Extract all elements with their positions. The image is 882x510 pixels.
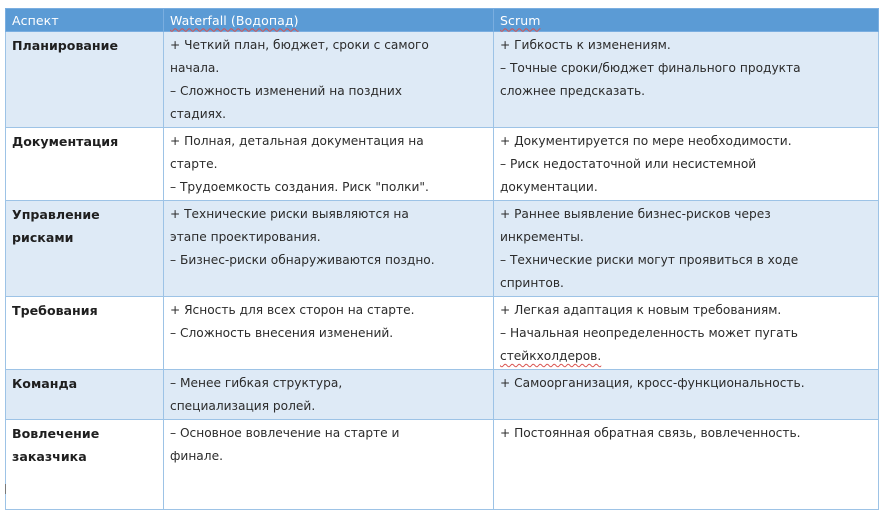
aspect-cell bbox=[6, 420, 164, 510]
waterfall-cell bbox=[164, 32, 494, 128]
waterfall-cell bbox=[164, 370, 494, 420]
aspect-text: Требования bbox=[12, 303, 98, 318]
aspect-cell bbox=[6, 297, 164, 370]
waterfall-cell bbox=[164, 420, 494, 510]
cell-line: – Сложность внесения изменений. bbox=[170, 326, 394, 340]
cell-line: – Точные сроки/бюджет финального продукта bbox=[500, 61, 801, 75]
table-row bbox=[6, 370, 879, 420]
table-row bbox=[6, 201, 879, 297]
scrum-cell bbox=[494, 370, 879, 420]
cell-line: + Легкая адаптация к новым требованиям. bbox=[500, 303, 782, 317]
scrum-cell bbox=[494, 297, 879, 370]
cell-line: инкременты. bbox=[500, 230, 584, 244]
aspect-text: рисками bbox=[12, 230, 74, 245]
aspect-text: Команда bbox=[12, 376, 78, 391]
waterfall-cell bbox=[164, 297, 494, 370]
cell-line: + Четкий план, бюджет, сроки с самого bbox=[170, 38, 429, 52]
document-page bbox=[5, 8, 878, 510]
cell-line: – Трудоемкость создания. Риск "полки". bbox=[170, 180, 429, 194]
cell-line: – Менее гибкая структура, bbox=[170, 376, 343, 390]
aspect-text: Планирование bbox=[12, 38, 118, 53]
cell-line: специализация ролей. bbox=[170, 399, 316, 413]
cell-line: документации. bbox=[500, 180, 598, 194]
cell-line: + Документируется по мере необходимости. bbox=[500, 134, 792, 148]
aspect-cell bbox=[6, 370, 164, 420]
scrum-cell bbox=[494, 32, 879, 128]
table-row bbox=[6, 128, 879, 201]
cell-line: + Полная, детальная документация на bbox=[170, 134, 424, 148]
waterfall-cell bbox=[164, 128, 494, 201]
cell-line: сложнее предсказать. bbox=[500, 84, 646, 98]
cell-line: – Бизнес-риски обнаруживаются поздно. bbox=[170, 253, 435, 267]
cell-line: + Ясность для всех сторон на старте. bbox=[170, 303, 415, 317]
cell-line: + Самоорганизация, кросс-функциональность. bbox=[500, 376, 805, 390]
cell-line: начала. bbox=[170, 61, 220, 75]
cell-line: + Технические риски выявляются на bbox=[170, 207, 409, 221]
table-row bbox=[6, 420, 879, 510]
cell-line: + Гибкость к изменениям. bbox=[500, 38, 671, 52]
aspect-cell bbox=[6, 201, 164, 297]
aspect-cell bbox=[6, 128, 164, 201]
cell-line: – Технические риски могут проявиться в ходе bbox=[500, 253, 799, 267]
header-aspect: Аспект bbox=[6, 9, 164, 32]
cell-line: + Раннее выявление бизнес-рисков через bbox=[500, 207, 771, 221]
cell-line: + Постоянная обратная связь, вовлеченность. bbox=[500, 426, 801, 440]
aspect-text: Документация bbox=[12, 134, 119, 149]
cell-line: – Риск недостаточной или несистемной bbox=[500, 157, 757, 171]
table-header-row bbox=[6, 9, 879, 32]
cell-line: – Основное вовлечение на старте и bbox=[170, 426, 400, 440]
scrum-cell bbox=[494, 128, 879, 201]
aspect-text: заказчика bbox=[12, 449, 87, 464]
cell-line: спринтов. bbox=[500, 276, 564, 290]
cell-line: стадиях. bbox=[170, 107, 227, 121]
scrum-cell bbox=[494, 420, 879, 510]
aspect-text: Вовлечение bbox=[12, 426, 100, 441]
cell-line: этапе проектирования. bbox=[170, 230, 321, 244]
header-waterfall: Waterfall (Водопад) bbox=[164, 9, 494, 32]
cell-line: – Сложность изменений на поздних bbox=[170, 84, 402, 98]
comparison-table bbox=[5, 8, 879, 510]
table-row bbox=[6, 32, 879, 128]
header-scrum: Scrum bbox=[494, 9, 879, 32]
cell-line: стейкхолдеров. bbox=[500, 349, 602, 363]
aspect-cell bbox=[6, 32, 164, 128]
text-cursor bbox=[5, 484, 6, 494]
table-row bbox=[6, 297, 879, 370]
aspect-text: Управление bbox=[12, 207, 100, 222]
waterfall-cell bbox=[164, 201, 494, 297]
cell-line: – Начальная неопределенность может пугать bbox=[500, 326, 798, 340]
scrum-cell bbox=[494, 201, 879, 297]
cell-line: финале. bbox=[170, 449, 223, 463]
cell-line: старте. bbox=[170, 157, 218, 171]
